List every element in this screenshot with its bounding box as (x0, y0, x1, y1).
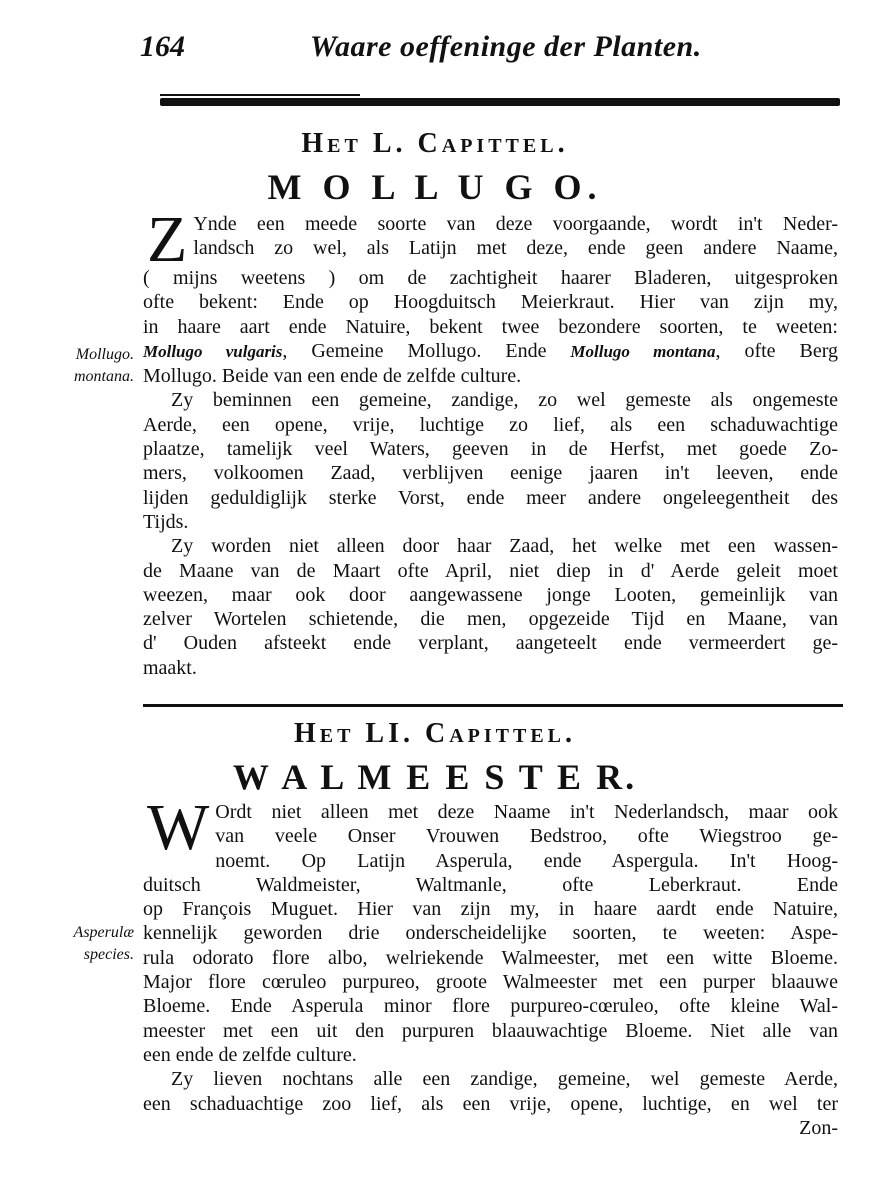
catchword: Zon- (799, 1116, 838, 1139)
margin-note-mollugo (34, 344, 134, 388)
text-line: plaatze, tamelijk veel Waters, geeven in de Herfst, met goede Zo- (143, 438, 838, 461)
text-line: Tijds. (143, 510, 189, 533)
text-line: in haare aart ende Natuire, bekent twee bezondere soorten, te weeten: (143, 315, 838, 338)
text-span: , Gemeine Mollugo. Ende (282, 339, 571, 362)
text-line: noemt. Op Latijn Asperula, ende Aspergula. In't Hoog- (215, 849, 838, 872)
text-line: kennelijk geworden drie onderscheidelijke soorten, te weeten: Aspe- (143, 922, 838, 945)
text-line: Zy lieven nochtans alle een zandige, gemeine, wel gemeste Aerde, (171, 1068, 838, 1091)
page-number: 164 (140, 30, 185, 63)
text-line: een schaduachtige zoo lief, als een vrije, opene, luchtige, en wel ter (143, 1092, 838, 1115)
chapter-l-paragraph-2 (143, 388, 838, 534)
chapter-li-text (143, 791, 838, 1140)
running-head (140, 28, 840, 68)
chapter-li-paragraph-2 (143, 1067, 838, 1140)
text-line: Bloeme. Ende Asperula minor flore purpureo-cœruleo, ofte kleine Wal- (143, 995, 838, 1018)
head-rule (160, 98, 840, 106)
latin-name: Mollugo montana (570, 341, 716, 361)
text-line: op François Muguet. Hier van zijn my, in haare aardt ende Natuire, (143, 898, 838, 921)
latin-name: Mollugo vulgaris (143, 341, 283, 361)
margin-note-line: Mollugo. (75, 346, 134, 363)
chapter-l-paragraph-1 (143, 203, 838, 388)
margin-note-asperula (34, 922, 134, 966)
section-divider (143, 704, 843, 707)
chapter-l-paragraph-3 (143, 534, 838, 680)
chapter-li-plant-name: W A L M E E S T E R. (232, 757, 638, 797)
text-line: Ynde een meede soorte van deze voorgaande, wordt in't Neder- (193, 213, 838, 235)
text-line: Zy beminnen een gemeine, zandige, zo wel gemeste als ongemeste (171, 389, 838, 412)
chapter-li-paragraph-1 (143, 791, 838, 1067)
text-line: d' Ouden afsteekt ende verplant, aangeteelt ende vermeerdert ge- (143, 632, 838, 655)
text-line: lijden geduldiglijk sterke Vorst, ende meer andere ongeleegentheit des (143, 486, 838, 509)
text-line: landsch zo wel, als Latijn met deze, ende geen andere Naame, (193, 237, 838, 260)
margin-note-line: Asperulæ (73, 924, 134, 941)
text-line: maakt. (143, 656, 197, 679)
chapter-li-title: Het LI. Capittel. (293, 718, 577, 749)
margin-note-line: montana. (74, 368, 134, 385)
text-line: ofte bekent: Ende op Hoogduitsch Meierkraut. Hier van zijn my, (143, 291, 838, 314)
head-rule-thin (160, 94, 360, 96)
text-line: ( mijns weetens ) om de zachtigheit haarer Bladeren, uitgesproken (143, 267, 838, 289)
text-line: Major flore cœruleo purpureo, groote Walmeester met een purper blaauwe (143, 971, 838, 994)
text-line: Aerde, een opene, vrije, luchtige zo lief, als een schaduwachtige (143, 413, 838, 436)
text-line: de Maane van de Maart ofte April, niet diep in d' Aerde geleit moet (143, 559, 838, 582)
chapter-l-text (143, 203, 838, 680)
text-line: een ende de zelfde culture. (143, 1043, 357, 1066)
text-line: zelver Wortelen schietende, die men, opgezeide Tijd en Maane, van (143, 608, 838, 631)
text-line: duitsch Waldmeister, Waltmanle, ofte Leberkraut. Ende (143, 873, 838, 896)
drop-cap: Z (147, 203, 188, 276)
margin-note-line: species. (83, 946, 134, 963)
text-line: rula odorato flore albo, welriekende Walmeester, met een witte Bloeme. (143, 946, 838, 969)
text-line (143, 339, 838, 364)
drop-cap: W (147, 791, 210, 864)
text-line: Zy worden niet alleen door haar Zaad, het welke met een wassen- (171, 535, 838, 558)
text-line: weezen, maar ook door aangewassene jonge Looten, gemeinlijk van (143, 583, 838, 606)
text-line: Mollugo. Beide van een ende de zelfde culture. (143, 365, 522, 388)
text-line: meester met een uit den purpuren blaauwachtige Bloeme. Niet alle van (143, 1019, 838, 1042)
text-span: , ofte Berg (715, 339, 838, 362)
text-line: Ordt niet alleen met deze Naame in't Nederlandsch, maar ook (215, 801, 838, 823)
text-line: mers, volkoomen Zaad, verblijven eenige jaaren in't leeven, ende (143, 462, 838, 485)
chapter-l-title: Het L. Capittel. (301, 128, 569, 159)
text-line: van veele Onser Vrouwen Bedstroo, ofte Wiegstroo ge- (215, 825, 838, 848)
chapter-l-plant-name: M O L L U G O. (267, 167, 603, 207)
running-title: Waare oeffeninge der Planten. (310, 30, 702, 63)
